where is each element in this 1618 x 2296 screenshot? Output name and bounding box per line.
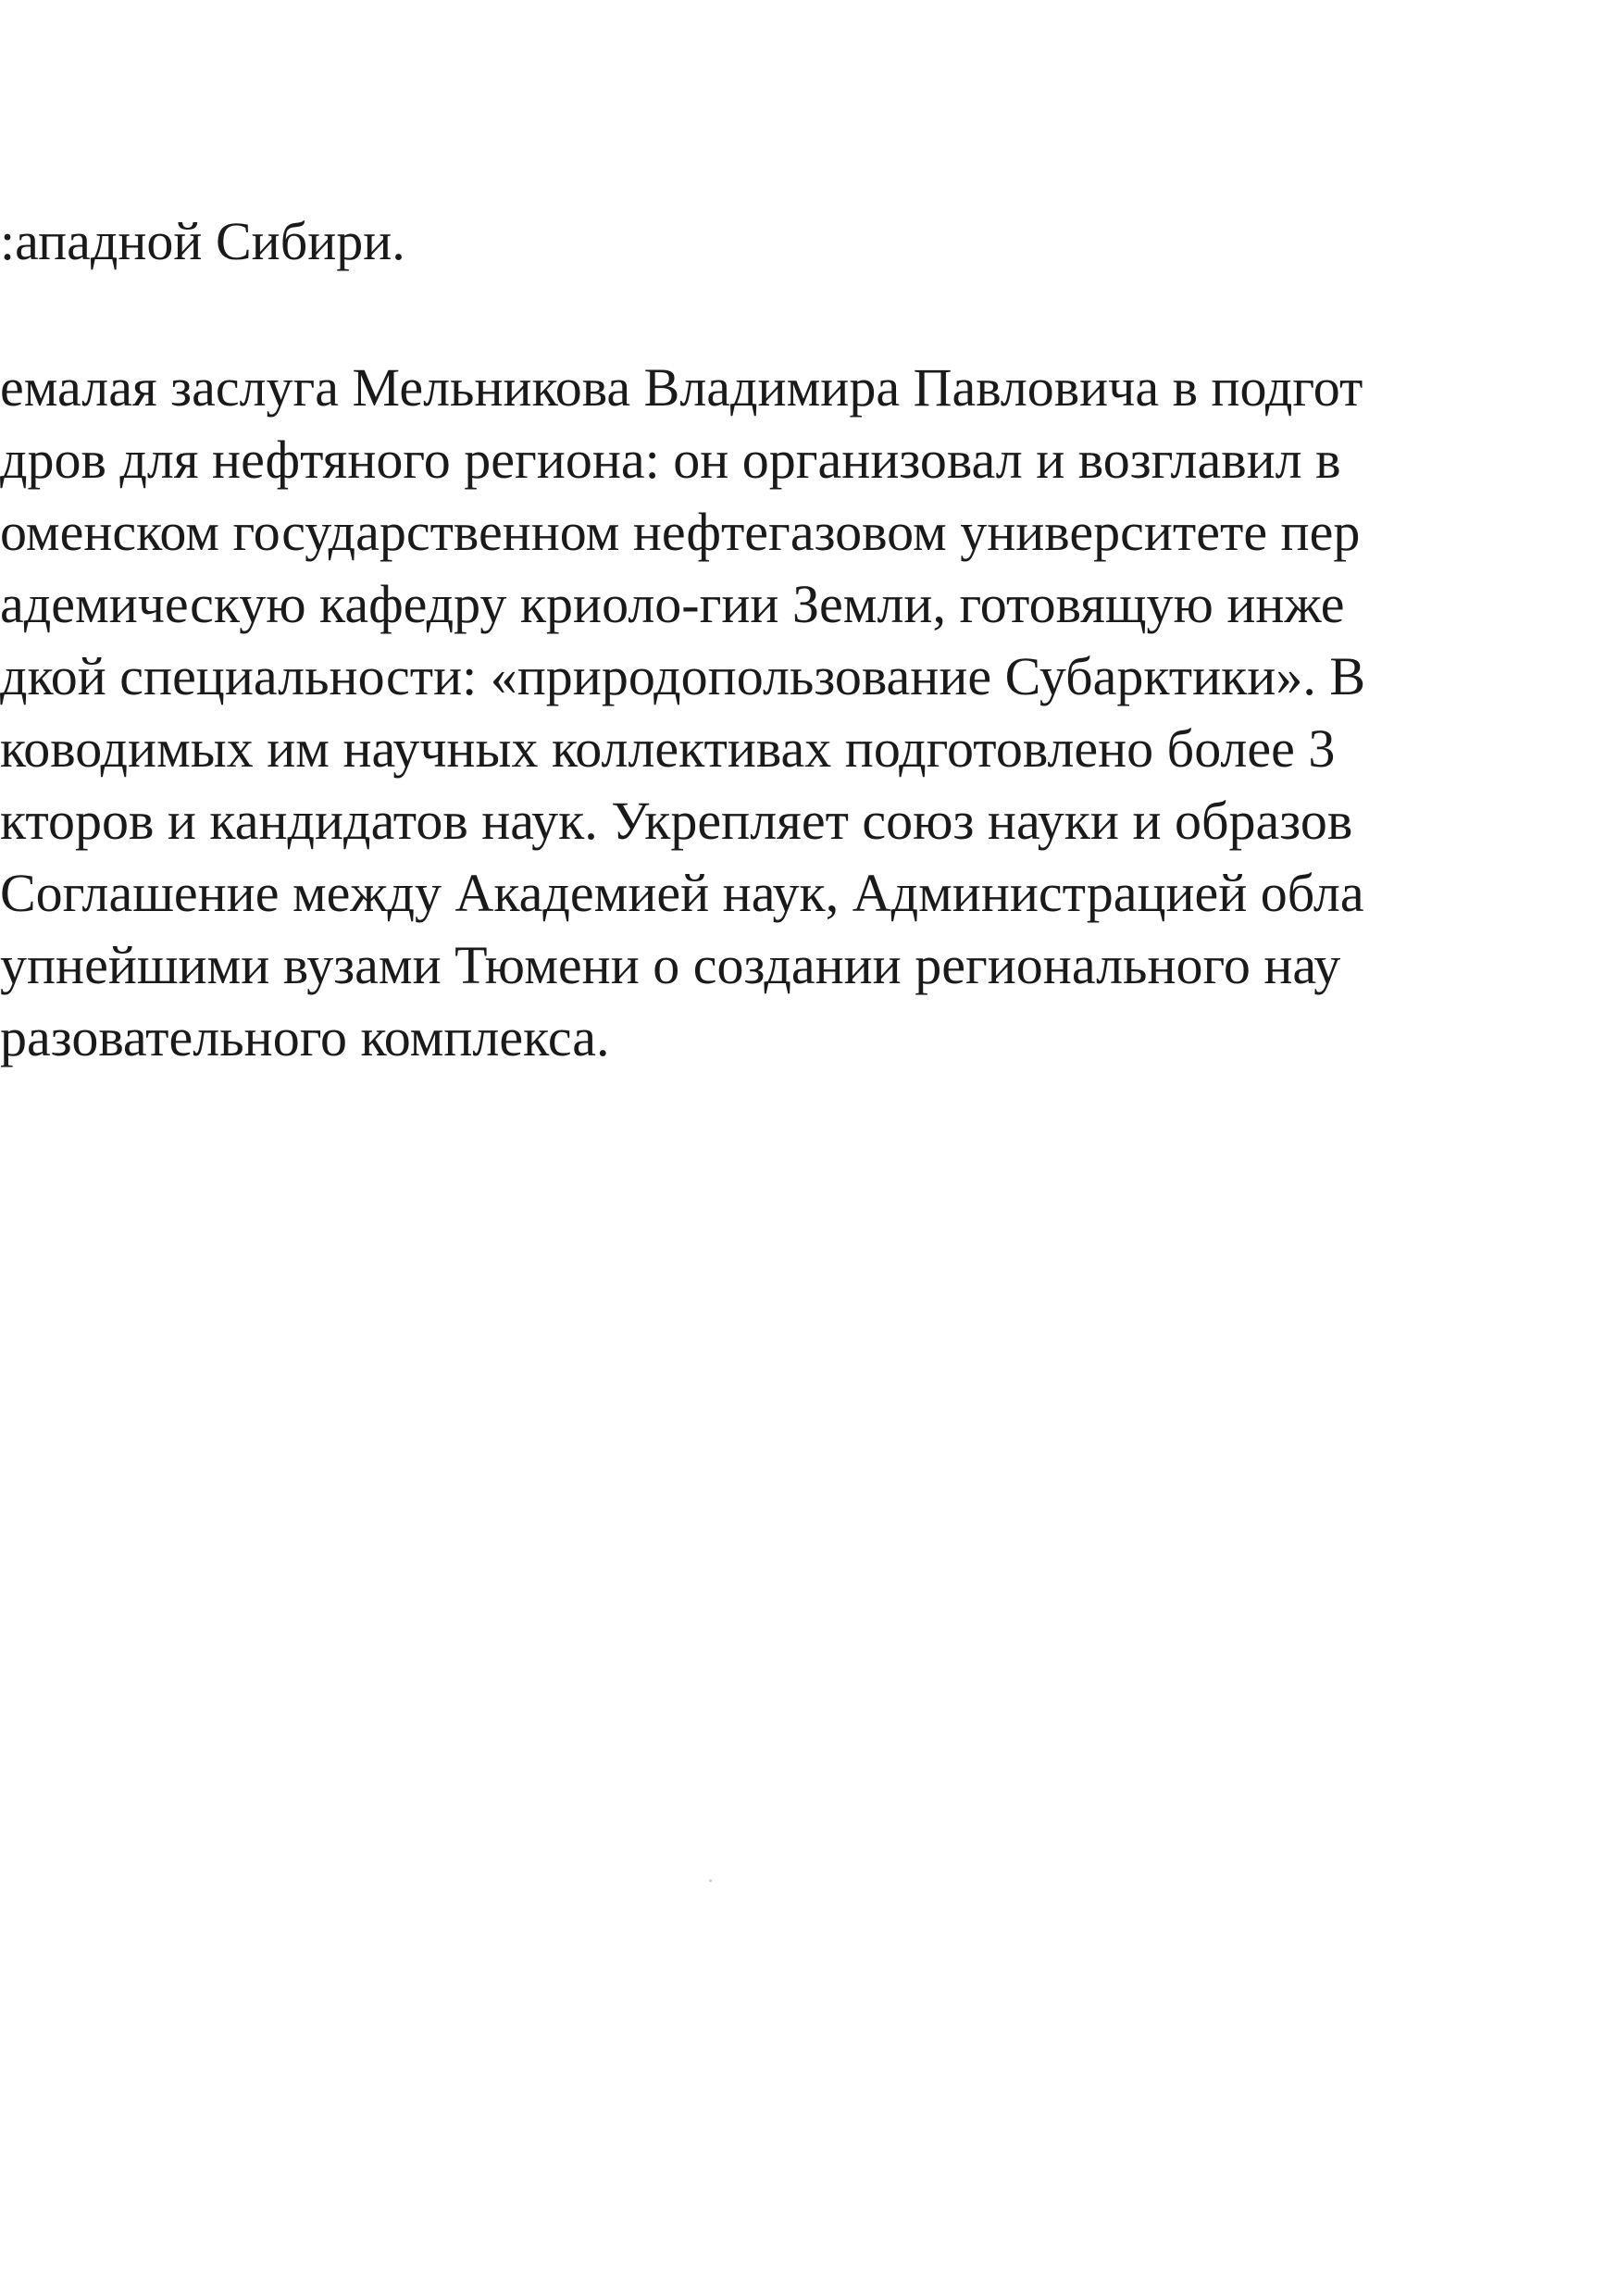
text-line: разовательного комплекса.: [0, 1007, 610, 1067]
text-line: упнейшими вузами Тюмени о создании регионального нау: [0, 935, 1341, 995]
text-line: :ападной Сибири.: [0, 211, 405, 271]
paragraph-1: [0, 206, 1618, 278]
text-line: оменском государственном нефтегазовом университете пер: [0, 502, 1361, 562]
scan-speck: [709, 1879, 712, 1882]
paragraph-2: [0, 352, 1618, 1074]
text-line: кторов и кандидатов наук. Укрепляет союз науки и образов: [0, 791, 1353, 851]
text-line: Соглашение между Академией наук, Администрацией обла: [0, 863, 1364, 923]
text-line: ководимых им научных коллективах подготовлено более 3: [0, 718, 1336, 779]
text-line: дров для нефтяного региона: он организовал и возглавил в: [0, 430, 1341, 490]
text-line: емалая заслуга Мельникова Владимира Павловича в подгот: [0, 357, 1363, 418]
text-line: адемическую кафедру криоло-гии Земли, готовящую инже: [0, 574, 1345, 634]
text-line: дкой специальности: «природопользование Субарктики». В: [0, 646, 1366, 706]
